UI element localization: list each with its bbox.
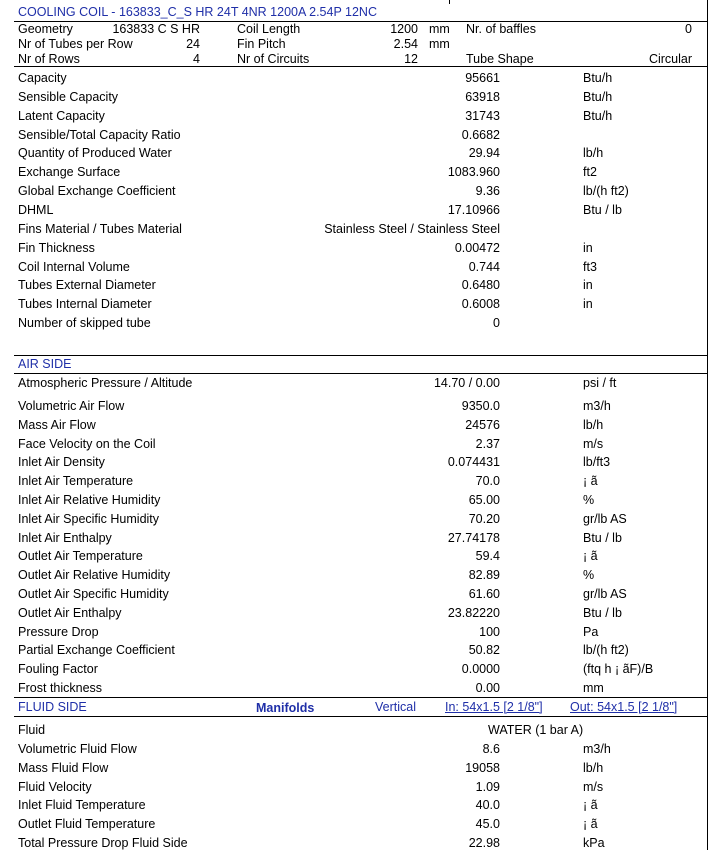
row-value: 24576: [465, 417, 500, 432]
row-label: Atmospheric Pressure / Altitude: [18, 376, 193, 390]
top-right-tick: [449, 0, 450, 4]
row-value: 23.82220: [447, 605, 500, 620]
row-label: Fin Thickness: [18, 240, 95, 255]
row-label: Inlet Air Specific Humidity: [18, 511, 160, 526]
row-value: 70.20: [468, 511, 500, 526]
row-label: Exchange Surface: [18, 165, 121, 180]
rows-label: Nr of Rows: [18, 52, 80, 66]
data-row: [0, 453, 708, 472]
data-row: [0, 679, 708, 698]
geometry-label: Geometry: [18, 22, 73, 36]
row-value: 0.744: [468, 259, 500, 274]
row-unit: ¡ ã: [583, 549, 598, 564]
row-label: Volumetric Air Flow: [18, 399, 125, 413]
row-label: Fluid Velocity: [18, 779, 92, 794]
fluid-side-heading: FLUID SIDE: [18, 700, 87, 714]
fluid-side-underline: [14, 716, 708, 717]
row-unit: Btu / lb: [583, 605, 622, 620]
coil-length-value: 1200: [390, 22, 418, 36]
row-value: 63918: [465, 89, 500, 104]
row-value: 0.074431: [447, 455, 500, 470]
data-row: [0, 585, 708, 604]
row-label: Coil Internal Volume: [18, 259, 130, 274]
row-value: 0.0000: [461, 662, 500, 677]
row-unit: Pa: [583, 624, 599, 639]
row-unit: kPa: [583, 836, 605, 850]
row-unit: in: [583, 278, 593, 293]
row-value: 0.00472: [454, 240, 500, 255]
row-unit: gr/lb AS: [583, 511, 627, 526]
row-value: 1083.960: [447, 165, 500, 180]
row-value: Stainless Steel / Stainless Steel: [324, 221, 500, 236]
row-unit: lb/(h ft2): [583, 184, 629, 199]
row-value: 65.00: [468, 493, 500, 507]
data-row: [0, 815, 708, 834]
row-unit: m/s: [583, 779, 604, 794]
data-row: [0, 220, 708, 239]
air-side-heading: AIR SIDE: [18, 357, 72, 371]
data-row: [0, 604, 708, 623]
row-label: DHML: [18, 202, 54, 217]
row-label: Pressure Drop: [18, 624, 99, 639]
row-value: 9.36: [475, 184, 500, 199]
row-label: Outlet Air Enthalpy: [18, 605, 122, 620]
row-value: 17.10966: [447, 202, 500, 217]
row-unit: (ftq h ¡ ãF)/B: [583, 662, 654, 677]
tubes-per-row-label: Nr of Tubes per Row: [18, 37, 133, 51]
row-label: Inlet Air Enthalpy: [18, 530, 112, 545]
row-label: Frost thickness: [18, 681, 103, 695]
row-unit: m/s: [583, 436, 604, 451]
coil-length-unit: mm: [429, 22, 450, 36]
header-underline: [14, 66, 708, 67]
manifold-outlet: Out: 54x1.5 [2 1/8"]: [570, 700, 678, 714]
row-label: Mass Air Flow: [18, 417, 96, 432]
row-label: Global Exchange Coefficient: [18, 184, 176, 199]
data-row: [0, 258, 708, 277]
fin-pitch-label: Fin Pitch: [237, 37, 286, 51]
data-row: [0, 641, 708, 660]
row-label: Fins Material / Tubes Material: [18, 221, 182, 236]
row-unit: psi / ft: [583, 376, 617, 390]
report-title: COOLING COIL - 163833_C_S HR 24T 4NR 1200A 2.54P 12NC: [18, 5, 377, 19]
row-label: Partial Exchange Coefficient: [18, 643, 175, 658]
row-value: 8.6: [482, 742, 500, 756]
row-label: Capacity: [18, 71, 67, 85]
data-row: [0, 69, 708, 88]
row-unit: ¡ ã: [583, 474, 598, 489]
manifold-orientation: Vertical: [375, 700, 416, 714]
data-row: [0, 796, 708, 815]
row-unit: lb/h: [583, 146, 604, 161]
data-row: [0, 163, 708, 182]
row-unit: Btu/h: [583, 108, 613, 123]
manifolds-label: Manifolds: [256, 701, 315, 715]
row-label: Sensible/Total Capacity Ratio: [18, 127, 181, 142]
row-value: 19058: [465, 760, 500, 775]
row-unit: m3/h: [583, 742, 611, 756]
row-unit: lb/ft3: [583, 455, 611, 470]
row-label: Number of skipped tube: [18, 316, 151, 331]
row-label: Quantity of Produced Water: [18, 146, 172, 161]
row-label: Outlet Air Relative Humidity: [18, 568, 171, 583]
row-label: Inlet Air Relative Humidity: [18, 493, 161, 507]
row-label: Latent Capacity: [18, 108, 105, 123]
data-row: [0, 88, 708, 107]
data-row: [0, 397, 708, 416]
row-unit: lb/(h ft2): [583, 643, 629, 658]
row-value: 100: [479, 624, 500, 639]
data-row: [0, 566, 708, 585]
row-value: 82.89: [468, 568, 500, 583]
row-unit: Btu / lb: [583, 530, 622, 545]
data-row: [0, 759, 708, 778]
data-row: [0, 547, 708, 566]
row-unit: ft3: [583, 259, 597, 274]
row-unit: Btu/h: [583, 89, 613, 104]
row-value: 40.0: [475, 798, 500, 813]
row-label: Tubes Internal Diameter: [18, 297, 152, 312]
circuits-value: 12: [404, 52, 418, 66]
data-row: [0, 529, 708, 548]
row-value: 2.37: [475, 436, 500, 451]
row-label: Tubes External Diameter: [18, 278, 156, 293]
data-row: [0, 435, 708, 454]
row-value: 0.6682: [461, 127, 500, 142]
data-row: [0, 276, 708, 295]
row-value: 95661: [465, 71, 500, 85]
row-value: 27.74178: [447, 530, 500, 545]
data-row: [0, 126, 708, 145]
data-row: [0, 182, 708, 201]
row-unit: m3/h: [583, 399, 611, 413]
pressure-altitude-row: [0, 374, 708, 393]
row-unit: ft2: [583, 165, 597, 180]
geometry-value: 163833 C S HR: [112, 22, 200, 36]
row-label: Face Velocity on the Coil: [18, 436, 156, 451]
row-unit: mm: [583, 681, 604, 695]
fluid-value: WATER (1 bar A): [488, 723, 584, 737]
row-unit: in: [583, 297, 593, 312]
data-row: [0, 834, 708, 853]
row-value: 1.09: [475, 779, 500, 794]
data-row: [0, 472, 708, 491]
data-row: [0, 107, 708, 126]
tube-shape-label: Tube Shape: [466, 52, 534, 66]
row-label: Outlet Fluid Temperature: [18, 817, 156, 832]
data-row: [0, 778, 708, 797]
row-value: 29.94: [468, 146, 500, 161]
air-side-top-line: [14, 355, 708, 356]
data-row: [0, 623, 708, 642]
row-label: Mass Fluid Flow: [18, 760, 109, 775]
baffles-label: Nr. of baffles: [466, 22, 536, 36]
row-value: 0.6480: [461, 278, 500, 293]
tube-shape-value: Circular: [648, 52, 692, 66]
row-value: 50.82: [468, 643, 500, 658]
row-unit: ¡ ã: [583, 798, 598, 813]
row-unit: Btu/h: [583, 71, 613, 85]
data-row: [0, 660, 708, 679]
row-unit: %: [583, 568, 595, 583]
fluid-label: Fluid: [18, 723, 46, 737]
row-label: Fouling Factor: [18, 662, 98, 677]
circuits-label: Nr of Circuits: [237, 52, 310, 66]
data-row: [0, 510, 708, 529]
row-unit: ¡ ã: [583, 817, 598, 832]
row-label: Total Pressure Drop Fluid Side: [18, 836, 188, 850]
row-value: 14.70 / 0.00: [433, 376, 500, 390]
row-unit: in: [583, 240, 593, 255]
row-value: 70.0: [475, 474, 500, 489]
row-label: Outlet Air Specific Humidity: [18, 587, 169, 601]
row-label: Volumetric Fluid Flow: [18, 742, 137, 756]
row-label: Sensible Capacity: [18, 89, 119, 104]
row-value: 22.98: [468, 836, 500, 850]
row-unit: lb/h: [583, 760, 604, 775]
row-unit: Btu / lb: [583, 202, 622, 217]
data-row: [0, 416, 708, 435]
coil-length-label: Coil Length: [237, 22, 301, 36]
data-row: [0, 201, 708, 220]
row-label: Inlet Air Density: [18, 455, 105, 470]
row-value: 0.00: [475, 681, 500, 695]
data-row: [0, 491, 708, 510]
fin-pitch-value: 2.54: [393, 37, 418, 51]
row-label: Outlet Air Temperature: [18, 549, 143, 564]
row-value: 0: [493, 316, 500, 331]
data-row: [0, 144, 708, 163]
row-value: 45.0: [475, 817, 500, 832]
row-value: 59.4: [475, 549, 500, 564]
row-value: 0.6008: [461, 297, 500, 312]
data-row: [0, 314, 708, 333]
baffles-value: 0: [685, 22, 692, 36]
row-label: Inlet Fluid Temperature: [18, 798, 146, 813]
row-unit: %: [583, 493, 595, 507]
row-unit: gr/lb AS: [583, 587, 627, 601]
manifold-inlet: In: 54x1.5 [2 1/8"]: [445, 700, 543, 714]
row-unit: lb/h: [583, 417, 604, 432]
data-row: [0, 295, 708, 314]
rows-value: 4: [193, 52, 200, 66]
data-row: [0, 239, 708, 258]
tubes-per-row-value: 24: [186, 37, 200, 51]
fin-pitch-unit: mm: [429, 37, 450, 51]
row-value: 61.60: [468, 587, 500, 601]
row-value: 31743: [465, 108, 500, 123]
row-value: 9350.0: [461, 399, 500, 413]
data-row: [0, 740, 708, 759]
row-label: Inlet Air Temperature: [18, 474, 134, 489]
